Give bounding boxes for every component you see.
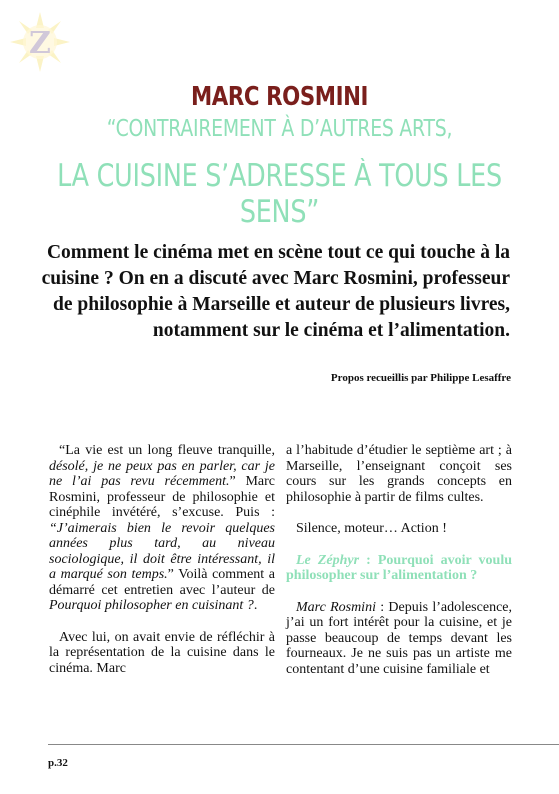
paragraph: Avec lui, on avait envie de réfléchir à la représentation de la cuisine dans le cinéma. Marc [49,629,275,676]
article-credit: Propos recueillis par Philippe Lesaffre [330,372,511,384]
interview-question [286,553,512,584]
book-title: Pourquoi philosopher en cuisinant ? [49,598,254,613]
headline-quote-line1: “CONTRAIREMENT À D’AUTRES ARTS, [106,116,453,142]
paragraph [49,443,275,614]
interviewee-name: MARC ROSMINI [190,82,369,112]
answer-text: : Depuis l’adolescence, j’ai un fort intérêt pour la cuisine, et je passe beaucoup de temps devant les fourneaux. Je ne suis pas un artiste me contentant d’une cuisine familiale et [286,599,512,677]
article-lede: Comment le cinéma met en scène tout ce qui touche à la cuisine ? On en a discuté avec Marc Rosmini, professeur de philosophie à Marseille et auteur de plusieurs livres, notamment sur le cinéma et l’alimentation. [41,242,510,341]
text-run: ” Voilà comment a démarré cet entretien avec l’auteur de [49,567,275,598]
interview-answer [286,600,512,678]
page-number: p.32 [48,757,68,769]
text-run: ” Marc Rosmini, professeur de philosophie et cinéphile invétéré, s’excuse. Puis : [49,474,275,520]
sun-logo-icon [8,10,72,74]
text-run: . [253,598,258,613]
article-column-right [286,443,512,693]
logo-letter: Z [29,26,51,61]
paragraph: a l’habitude d’étudier le septième art ; à Marseille, l’enseignant conçoit ses cours sur les grands concepts en philosophie à partir de films cultes. [286,443,512,505]
question-speaker: Le Zéphyr [296,552,360,568]
text-run-italic: “J’aimerais bien le revoir quelques années plus tard, au niveau sociologique, il doit être intéressant, il a marqué son temps. [49,520,275,582]
headline-quote-line2: LA CUISINE S’ADRESSE À TOUS LES SENS” [57,158,502,230]
answer-speaker: Marc Rosmini [296,599,376,615]
article-column-left [49,443,275,692]
question-text: : Pourquoi avoir voulu philosopher sur l’alimentation ? [286,552,512,583]
footer-divider [48,744,559,745]
paragraph: Silence, moteur… Action ! [296,521,447,536]
text-run-italic: désolé, je ne peux pas en parler, car je ne l’ai pas revu récemment. [49,458,275,489]
magazine-logo [8,10,72,74]
text-run: “La vie est un long fleuve tranquille, [59,443,275,458]
